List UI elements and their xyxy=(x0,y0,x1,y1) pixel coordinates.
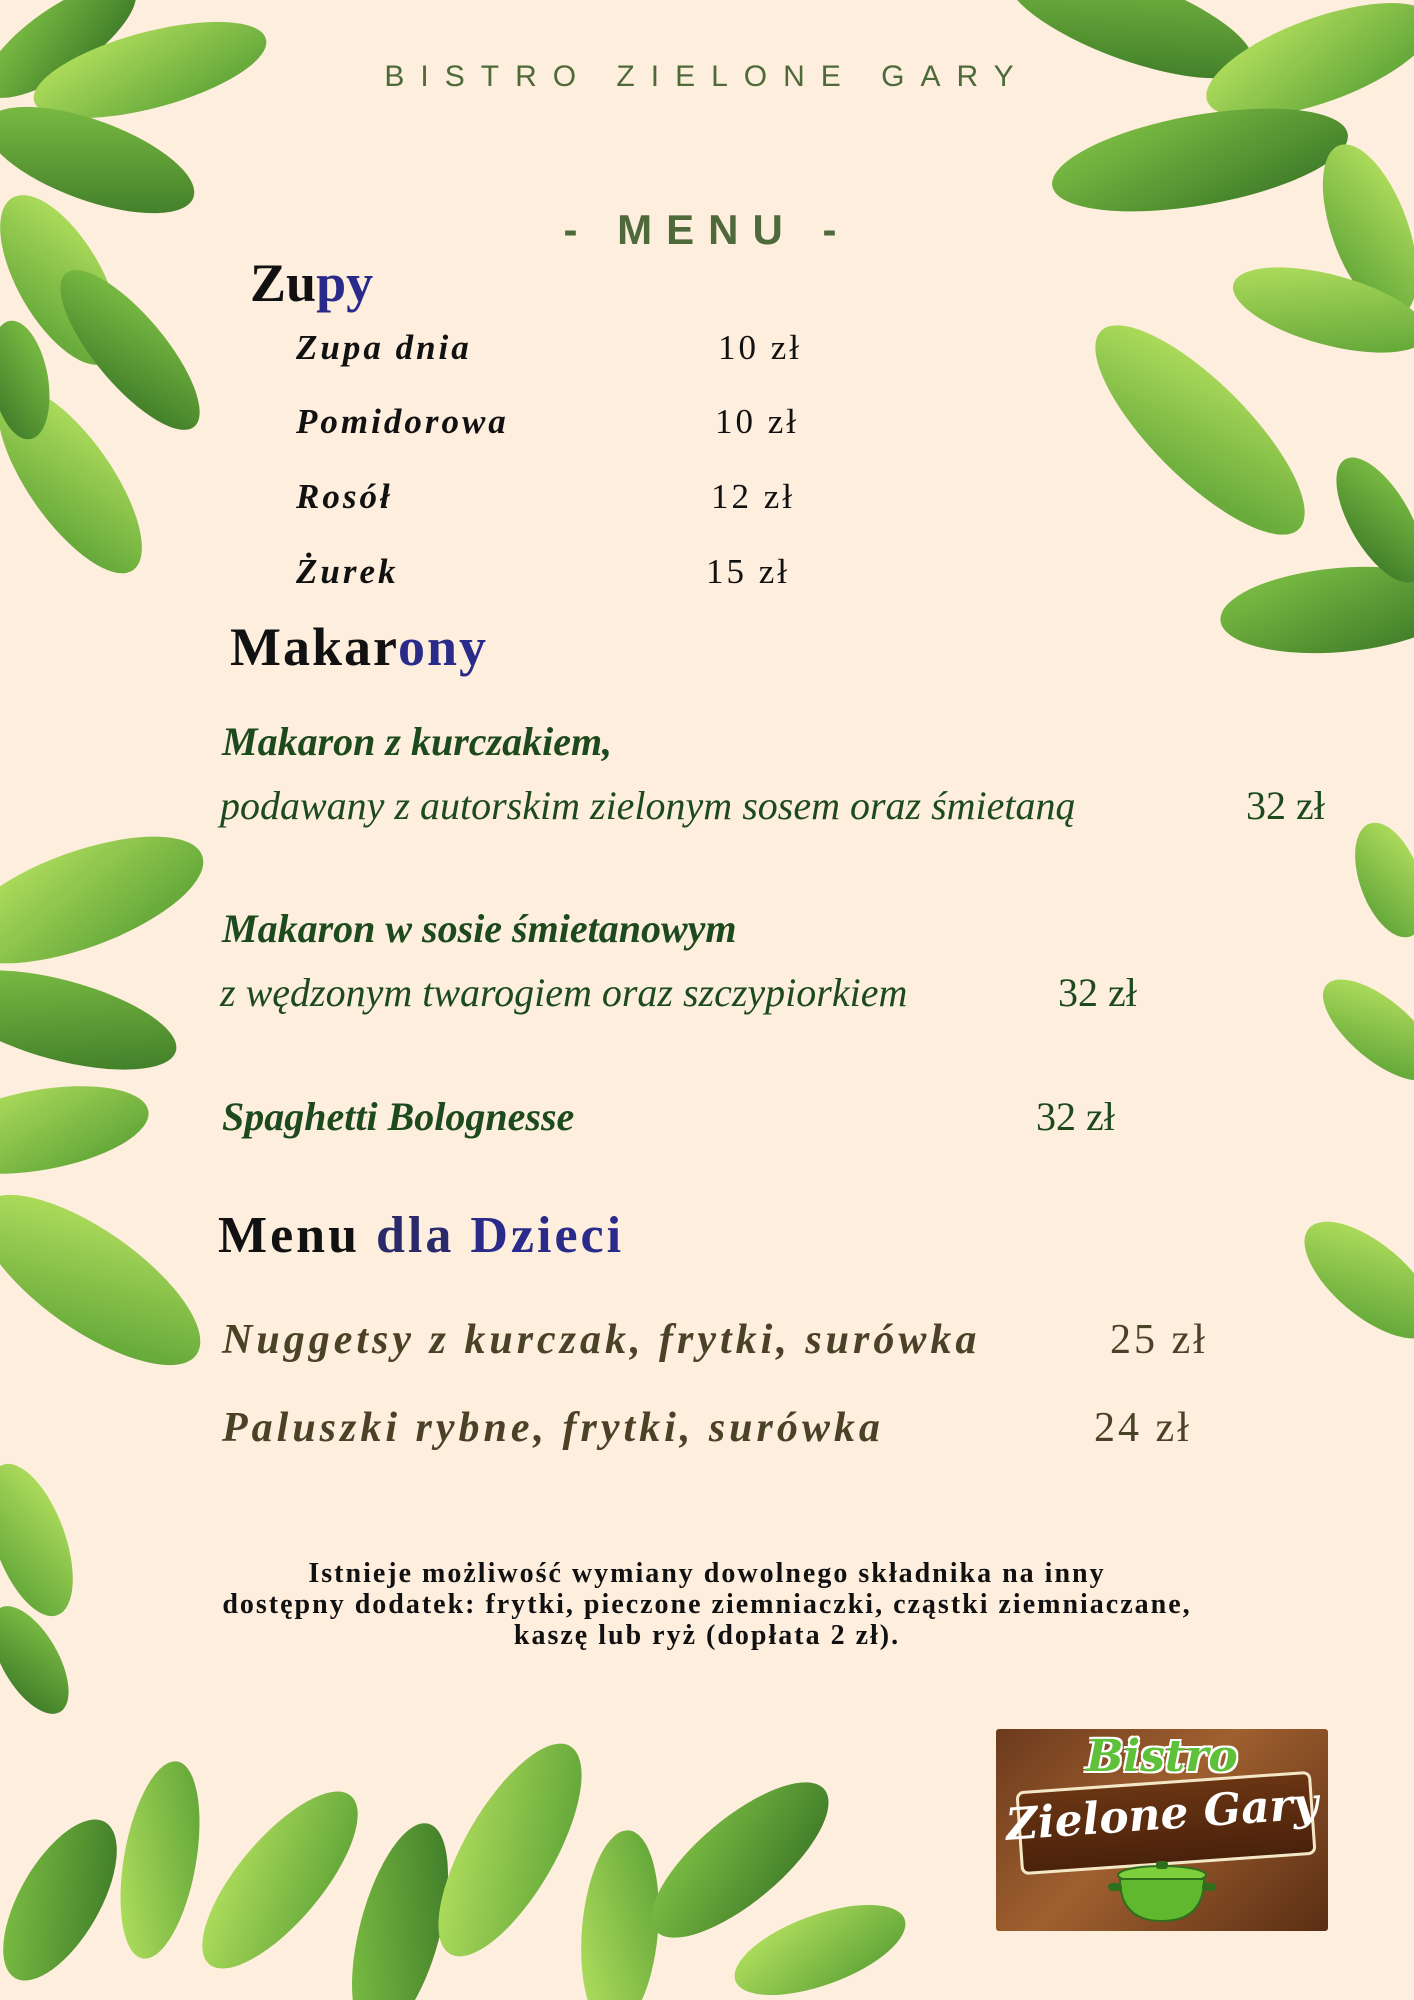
pasta-price-3: 32 zł xyxy=(1036,1094,1115,1139)
bistro-logo xyxy=(996,1729,1328,1931)
pasta-description-2: z wędzonym twarogiem oraz szczypiorkiem xyxy=(220,970,908,1015)
pasta-price-2: 32 zł xyxy=(1058,970,1137,1015)
pasta-description-1: podawany z autorskim zielonym sosem oraz śmietaną xyxy=(220,783,1076,828)
pasta-name-2: Makaron w sosie śmietanowym xyxy=(222,906,737,951)
pasta-price-1: 32 zł xyxy=(1246,783,1325,828)
note-line-3: kaszę lub ryż (dopłata 2 zł). xyxy=(513,1620,901,1651)
kids-item-name-2: Paluszki rybne, frytki, surówka xyxy=(222,1405,884,1451)
note-line-2: dostępny dodatek: frytki, pieczone ziemniaczki, cząstki ziemniaczane, xyxy=(222,1589,1192,1620)
restaurant-name: BISTRO ZIELONE GARY xyxy=(384,60,1030,93)
logo-text-top: Bistro xyxy=(1086,1731,1238,1782)
pasta-name-1: Makaron z kurczakiem, xyxy=(222,719,613,764)
kids-item-name-1: Nuggetsy z kurczak, frytki, surówka xyxy=(222,1317,981,1363)
section-title-kids-part-3: Dzieci xyxy=(470,1207,625,1264)
section-title-soups xyxy=(250,252,373,314)
section-title-soups-part-2: py xyxy=(316,253,374,313)
logo-text-main: Zielone Gary xyxy=(1004,1778,1320,1851)
soup-name-1: Zupa dnia xyxy=(296,328,472,367)
soup-name-2: Pomidorowa xyxy=(296,402,509,441)
pasta-name-3: Spaghetti Bolognesse xyxy=(222,1094,575,1139)
soup-price-4: 15 zł xyxy=(706,552,791,591)
soup-name-4: Żurek xyxy=(296,552,399,591)
soup-name-3: Rosół xyxy=(296,477,393,516)
soup-price-1: 10 zł xyxy=(718,328,803,367)
cooking-pot-icon xyxy=(1106,1861,1218,1927)
note-line-1: Istnieje możliwość wymiany dowolnego składnika na inny xyxy=(308,1558,1106,1589)
section-title-kids xyxy=(218,1206,624,1265)
soup-price-2: 10 zł xyxy=(715,402,800,441)
section-title-kids-part-2: dla xyxy=(376,1207,455,1264)
kids-item-price-1: 25 zł xyxy=(1110,1317,1208,1363)
section-title-soups-part-1: Zu xyxy=(250,253,317,313)
section-title-pasta-part-1: Makar xyxy=(230,617,398,677)
kids-item-price-2: 24 zł xyxy=(1094,1405,1192,1451)
section-title-pasta xyxy=(230,616,488,678)
menu-title: - MENU - xyxy=(563,206,851,253)
section-title-kids-part-1: Menu xyxy=(218,1207,360,1264)
substitution-note xyxy=(150,1558,1264,1651)
section-title-pasta-part-2: ony xyxy=(398,617,489,677)
soup-price-3: 12 zł xyxy=(711,477,796,516)
